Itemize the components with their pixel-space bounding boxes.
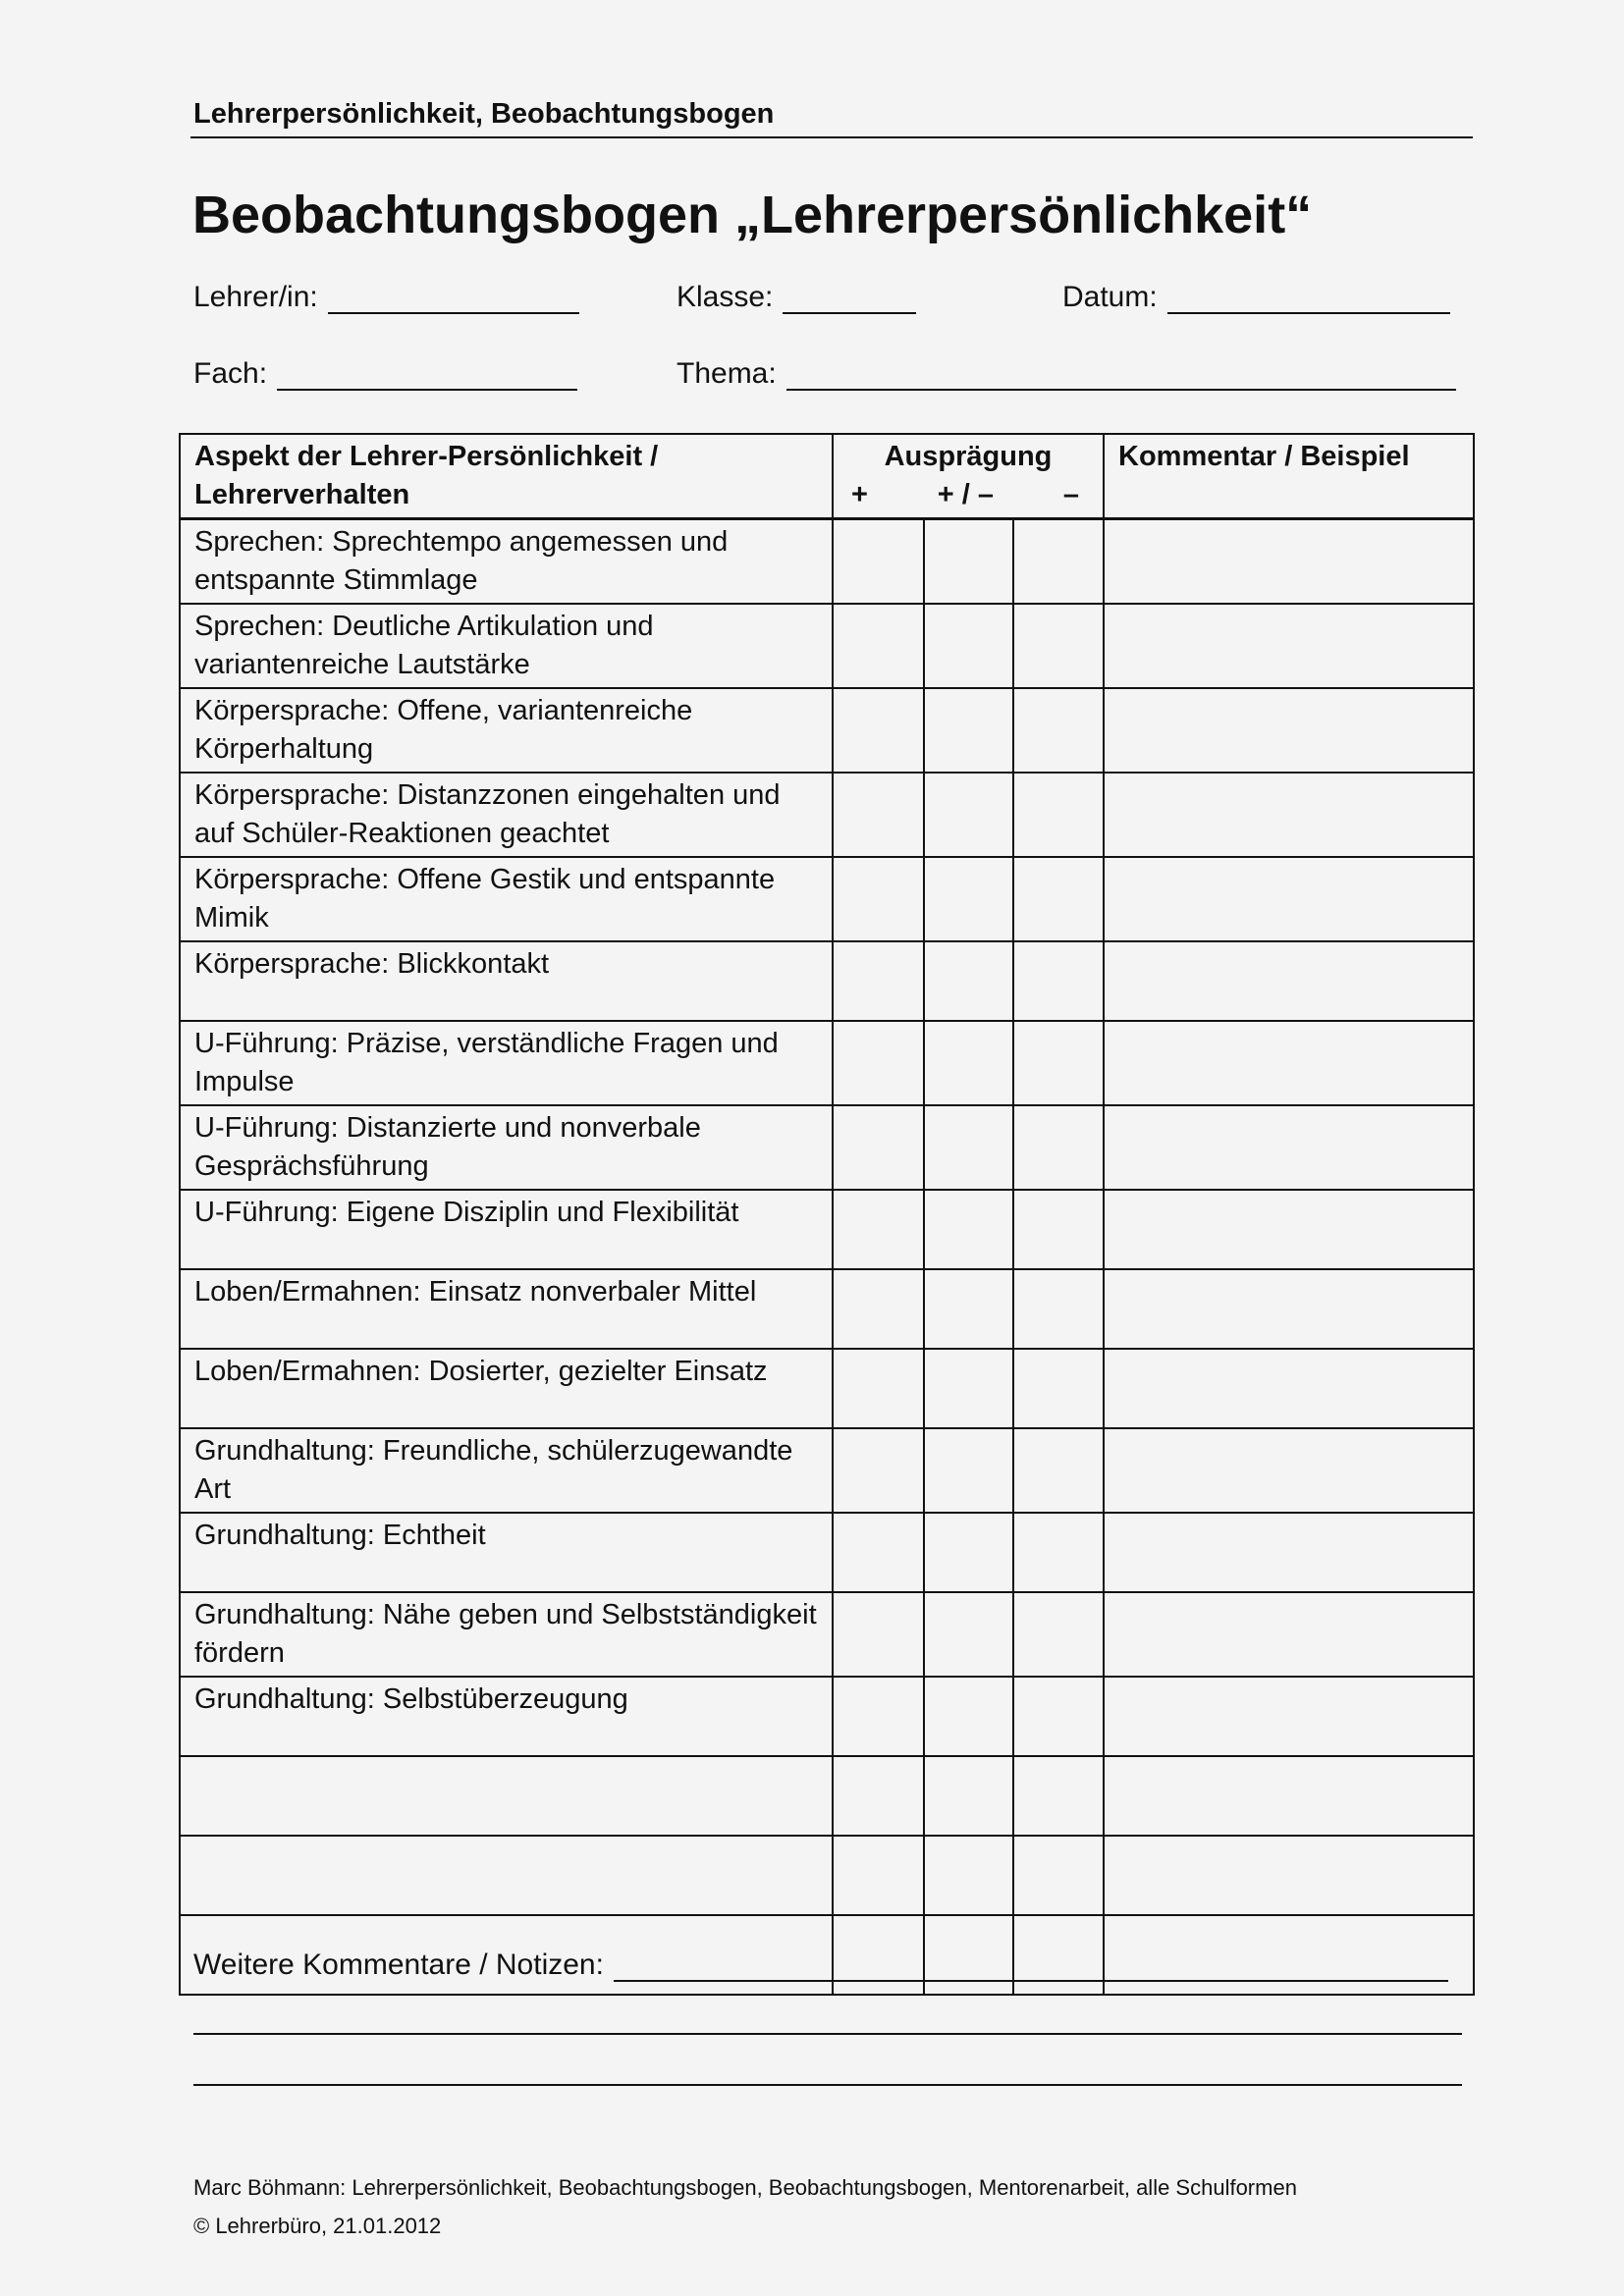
header-neutral: + / – bbox=[937, 479, 995, 510]
footer-copyright: © Lehrerbüro, 21.01.2012 bbox=[193, 2214, 442, 2238]
aspect-cell: U-Führung: Distanzierte und nonverbale Gesprächsführung bbox=[180, 1105, 833, 1190]
table-row bbox=[180, 1836, 1474, 1915]
aspect-cell: U-Führung: Eigene Disziplin und Flexibilität bbox=[180, 1190, 833, 1269]
header-rating bbox=[833, 434, 1104, 519]
rating-plus-cell[interactable] bbox=[833, 1677, 924, 1756]
aspect-cell: Sprechen: Sprechtempo angemessen und entspannte Stimmlage bbox=[180, 519, 833, 605]
rating-neutral-cell[interactable] bbox=[924, 1836, 1013, 1915]
rating-plus-cell[interactable] bbox=[833, 1105, 924, 1190]
table-row bbox=[180, 1349, 1474, 1428]
rating-minus-cell[interactable] bbox=[1013, 1592, 1104, 1677]
notes-field[interactable] bbox=[193, 1949, 1448, 1982]
aspect-cell: Sprechen: Deutliche Artikulation und variantenreiche Lautstärke bbox=[180, 604, 833, 688]
comment-cell[interactable] bbox=[1104, 1021, 1474, 1105]
table-row bbox=[180, 773, 1474, 857]
topic-label: Thema: bbox=[677, 357, 777, 390]
rating-minus-cell[interactable] bbox=[1013, 1428, 1104, 1513]
aspect-cell: Loben/Ermahnen: Einsatz nonverbaler Mittel bbox=[180, 1269, 833, 1349]
rating-plus-cell[interactable] bbox=[833, 857, 924, 941]
rating-plus-cell[interactable] bbox=[833, 688, 924, 773]
table-row bbox=[180, 857, 1474, 941]
rating-plus-cell[interactable] bbox=[833, 1428, 924, 1513]
table-header-row bbox=[180, 434, 1474, 519]
aspect-cell: Loben/Ermahnen: Dosierter, gezielter Einsatz bbox=[180, 1349, 833, 1428]
aspect-cell: Grundhaltung: Nähe geben und Selbstständigkeit fördern bbox=[180, 1592, 833, 1677]
aspect-cell: Grundhaltung: Freundliche, schülerzugewandte Art bbox=[180, 1428, 833, 1513]
header-plus: + bbox=[851, 479, 868, 510]
rating-neutral-cell[interactable] bbox=[924, 604, 1013, 688]
header-minus: – bbox=[1062, 479, 1079, 510]
rating-plus-cell[interactable] bbox=[833, 1836, 924, 1915]
rating-plus-cell[interactable] bbox=[833, 773, 924, 857]
date-field[interactable] bbox=[1062, 281, 1450, 314]
rating-neutral-cell[interactable] bbox=[924, 941, 1013, 1021]
rating-neutral-cell[interactable] bbox=[924, 773, 1013, 857]
comment-cell[interactable] bbox=[1104, 604, 1474, 688]
comment-cell[interactable] bbox=[1104, 1756, 1474, 1836]
rating-plus-cell[interactable] bbox=[833, 1756, 924, 1836]
aspect-cell: Körpersprache: Distanzzonen eingehalten und auf Schüler-Reaktionen geachtet bbox=[180, 773, 833, 857]
rating-minus-cell[interactable] bbox=[1013, 773, 1104, 857]
rating-plus-cell[interactable] bbox=[833, 1513, 924, 1592]
rating-minus-cell[interactable] bbox=[1013, 1349, 1104, 1428]
topic-field[interactable] bbox=[677, 357, 1456, 391]
rating-minus-cell[interactable] bbox=[1013, 688, 1104, 773]
rating-plus-cell[interactable] bbox=[833, 1021, 924, 1105]
rating-minus-cell[interactable] bbox=[1013, 1513, 1104, 1592]
rating-minus-cell[interactable] bbox=[1013, 1269, 1104, 1349]
comment-cell[interactable] bbox=[1104, 1190, 1474, 1269]
rating-minus-cell[interactable] bbox=[1013, 1105, 1104, 1190]
comment-cell[interactable] bbox=[1104, 1592, 1474, 1677]
comment-cell[interactable] bbox=[1104, 1349, 1474, 1428]
rating-minus-cell[interactable] bbox=[1013, 1756, 1104, 1836]
rating-plus-cell[interactable] bbox=[833, 1190, 924, 1269]
table-row bbox=[180, 1105, 1474, 1190]
rating-minus-cell[interactable] bbox=[1013, 519, 1104, 605]
rating-minus-cell[interactable] bbox=[1013, 1021, 1104, 1105]
table-row bbox=[180, 688, 1474, 773]
running-header: Lehrerpersönlichkeit, Beobachtungsbogen bbox=[193, 98, 775, 130]
rating-neutral-cell[interactable] bbox=[924, 519, 1013, 605]
rating-plus-cell[interactable] bbox=[833, 941, 924, 1021]
page-title: Beobachtungsbogen „Lehrerpersönlichkeit“ bbox=[192, 186, 1313, 244]
rating-neutral-cell[interactable] bbox=[924, 857, 1013, 941]
comment-cell[interactable] bbox=[1104, 1677, 1474, 1756]
table-row bbox=[180, 604, 1474, 688]
rating-neutral-cell[interactable] bbox=[924, 688, 1013, 773]
class-label: Klasse: bbox=[677, 281, 774, 313]
rating-plus-cell[interactable] bbox=[833, 1592, 924, 1677]
rating-minus-cell[interactable] bbox=[1013, 604, 1104, 688]
aspect-cell: Körpersprache: Blickkontakt bbox=[180, 941, 833, 1021]
rating-minus-cell[interactable] bbox=[1013, 1677, 1104, 1756]
observation-table bbox=[179, 433, 1475, 1996]
notes-line[interactable] bbox=[193, 2033, 1462, 2035]
rating-neutral-cell[interactable] bbox=[924, 1190, 1013, 1269]
comment-cell[interactable] bbox=[1104, 519, 1474, 605]
table-row bbox=[180, 1513, 1474, 1592]
subject-label: Fach: bbox=[193, 357, 268, 390]
rating-neutral-cell[interactable] bbox=[924, 1677, 1013, 1756]
comment-cell[interactable] bbox=[1104, 1836, 1474, 1915]
rating-plus-cell[interactable] bbox=[833, 1269, 924, 1349]
comment-cell[interactable] bbox=[1104, 857, 1474, 941]
aspect-cell: U-Führung: Präzise, verständliche Fragen und Impulse bbox=[180, 1021, 833, 1105]
comment-cell[interactable] bbox=[1104, 1105, 1474, 1190]
header-comment: Kommentar / Beispiel bbox=[1104, 434, 1474, 519]
class-field[interactable] bbox=[677, 281, 916, 314]
aspect-cell: Grundhaltung: Echtheit bbox=[180, 1513, 833, 1592]
table-row bbox=[180, 941, 1474, 1021]
rating-neutral-cell[interactable] bbox=[924, 1269, 1013, 1349]
rating-neutral-cell[interactable] bbox=[924, 1428, 1013, 1513]
table-row bbox=[180, 1756, 1474, 1836]
rating-plus-cell[interactable] bbox=[833, 519, 924, 605]
aspect-cell: Körpersprache: Offene, variantenreiche Körperhaltung bbox=[180, 688, 833, 773]
comment-cell[interactable] bbox=[1104, 941, 1474, 1021]
subject-field[interactable] bbox=[193, 357, 577, 391]
header-rating-label: Ausprägung bbox=[884, 441, 1053, 472]
rating-minus-cell[interactable] bbox=[1013, 857, 1104, 941]
table-row bbox=[180, 1190, 1474, 1269]
footer-credit: Marc Böhmann: Lehrerpersönlichkeit, Beobachtungsbogen, Beobachtungsbogen, Mentorenarbeit, alle Schulformen bbox=[193, 2175, 1297, 2200]
rating-minus-cell[interactable] bbox=[1013, 1836, 1104, 1915]
teacher-field[interactable] bbox=[193, 281, 579, 314]
table-row bbox=[180, 1592, 1474, 1677]
aspect-cell: Körpersprache: Offene Gestik und entspannte Mimik bbox=[180, 857, 833, 941]
comment-cell[interactable] bbox=[1104, 1513, 1474, 1592]
comment-cell[interactable] bbox=[1104, 1428, 1474, 1513]
rating-neutral-cell[interactable] bbox=[924, 1105, 1013, 1190]
aspect-cell bbox=[180, 1756, 833, 1836]
date-label: Datum: bbox=[1062, 281, 1158, 313]
table-row bbox=[180, 1269, 1474, 1349]
table-row bbox=[180, 1428, 1474, 1513]
rating-minus-cell[interactable] bbox=[1013, 1190, 1104, 1269]
aspect-cell bbox=[180, 1836, 833, 1915]
table-row bbox=[180, 1021, 1474, 1105]
rating-plus-cell[interactable] bbox=[833, 604, 924, 688]
header-aspect: Aspekt der Lehrer-Persönlichkeit / Lehrerverhalten bbox=[180, 434, 833, 519]
comment-cell[interactable] bbox=[1104, 688, 1474, 773]
rating-neutral-cell[interactable] bbox=[924, 1349, 1013, 1428]
teacher-label: Lehrer/in: bbox=[193, 281, 318, 313]
notes-label: Weitere Kommentare / Notizen: bbox=[193, 1949, 604, 1981]
comment-cell[interactable] bbox=[1104, 1269, 1474, 1349]
rating-plus-cell[interactable] bbox=[833, 1349, 924, 1428]
rating-neutral-cell[interactable] bbox=[924, 1513, 1013, 1592]
table-row bbox=[180, 519, 1474, 605]
rating-minus-cell[interactable] bbox=[1013, 941, 1104, 1021]
rating-neutral-cell[interactable] bbox=[924, 1756, 1013, 1836]
comment-cell[interactable] bbox=[1104, 773, 1474, 857]
table-row bbox=[180, 1677, 1474, 1756]
rating-neutral-cell[interactable] bbox=[924, 1021, 1013, 1105]
aspect-cell: Grundhaltung: Selbstüberzeugung bbox=[180, 1677, 833, 1756]
header-divider bbox=[190, 136, 1473, 138]
notes-line[interactable] bbox=[193, 2084, 1462, 2086]
rating-neutral-cell[interactable] bbox=[924, 1592, 1013, 1677]
